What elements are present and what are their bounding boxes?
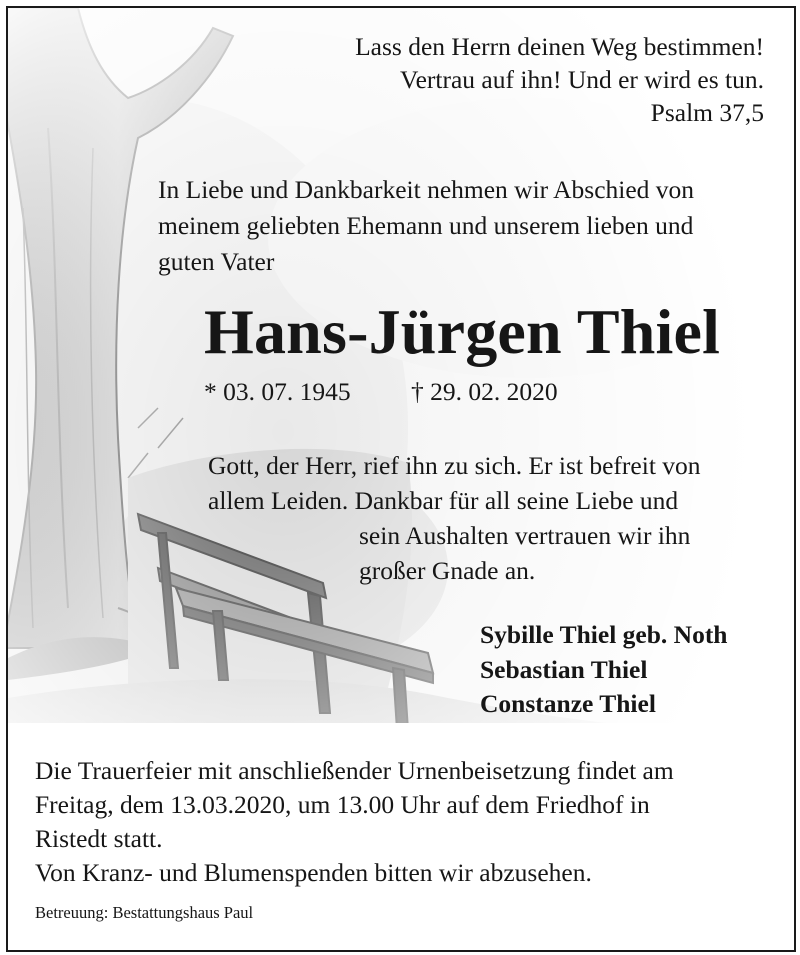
ceremony-line: Ristedt statt. xyxy=(35,824,163,853)
psalm-reference: Psalm 37,5 xyxy=(650,98,764,127)
mourner-name: Constanze Thiel xyxy=(480,689,656,718)
obituary-notice xyxy=(6,6,796,952)
tribute-line: sein Aushalten vertrauen wir ihn xyxy=(359,521,691,550)
ceremony-info xyxy=(35,754,674,890)
intro-line: guten Vater xyxy=(158,247,275,276)
farewell-intro xyxy=(158,172,694,280)
psalm-quote xyxy=(355,30,764,129)
mourners-list xyxy=(480,618,728,722)
psalm-line: Vertrau auf ihn! Und er wird es tun. xyxy=(400,65,764,94)
death-date: † 29. 02. 2020 xyxy=(411,377,558,406)
psalm-line: Lass den Herrn deinen Weg bestimmen! xyxy=(355,32,764,61)
mourner-name: Sebastian Thiel xyxy=(480,654,648,684)
intro-line: meinem geliebten Ehemann und unserem lieben und xyxy=(158,211,694,240)
ceremony-line: Die Trauerfeier mit anschließender Urnenbeisetzung findet am xyxy=(35,756,674,785)
tribute-line: Gott, der Herr, rief ihn zu sich. Er ist befreit von xyxy=(208,451,701,480)
ceremony-line: Von Kranz- und Blumenspenden bitten wir abzusehen. xyxy=(35,858,592,887)
intro-line: In Liebe und Dankbarkeit nehmen wir Abschied von xyxy=(158,175,695,204)
birth-date: * 03. 07. 1945 xyxy=(204,377,351,406)
tribute-line: allem Leiden. Dankbar für all seine Liebe und xyxy=(208,486,679,515)
deceased-name: Hans-Jürgen Thiel xyxy=(204,296,721,367)
tribute-line: großer Gnade an. xyxy=(359,556,536,585)
tribute-text xyxy=(208,448,701,588)
mourner-name: Sybille Thiel geb. Noth xyxy=(480,620,728,649)
ceremony-line: Freitag, dem 13.03.2020, um 13.00 Uhr auf dem Friedhof in xyxy=(35,790,650,819)
funeral-home-credit: Betreuung: Bestattungshaus Paul xyxy=(35,903,254,922)
